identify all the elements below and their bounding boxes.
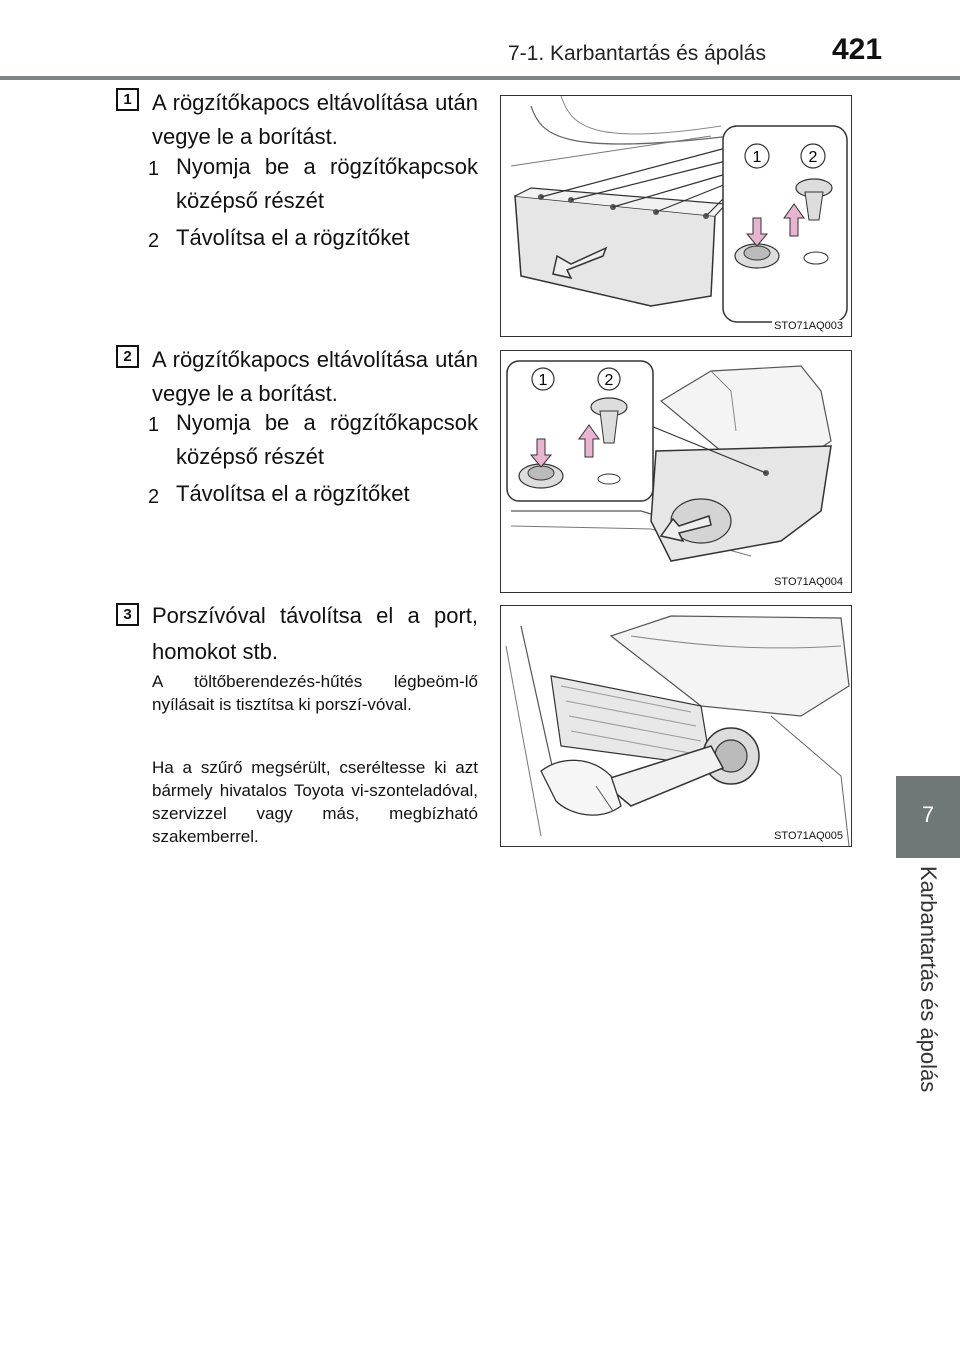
figure-1-code: STO71AQ003 — [774, 320, 843, 332]
step-3-text: Porszívóval távolítsa el a port, homokot stb. — [152, 603, 478, 664]
step-2-text: A rögzítőkapocs eltávolítása után vegye le a borítást. — [152, 347, 478, 406]
step-3-note-2: Ha a szűrő megsérült, cseréltesse ki azt bármely hivatalos Toyota vi-szonteladóval, szervizzel vagy más, megbízható szakemberrel. — [152, 758, 478, 846]
figure-2 — [500, 350, 852, 593]
figure-1-label-1: 1 — [752, 149, 762, 166]
header-section-title: 7-1. Karbantartás és ápolás — [508, 42, 766, 65]
figure-3 — [500, 605, 852, 847]
chapter-number: 7 — [921, 802, 935, 827]
figure-3-code: STO71AQ005 — [774, 830, 843, 842]
figure-3-illustration — [501, 606, 852, 847]
step-2-substep-1-number: 1 — [148, 414, 160, 436]
step-1-substep-2-text: Távolítsa el a rögzítőket — [176, 225, 410, 250]
figure-2-code: STO71AQ004 — [774, 576, 843, 588]
figure-2-illustration — [501, 351, 852, 593]
step-3-note-1: A töltőberendezés-hűtés légbeöm-lő nyílásait is tisztítsa ki porszí-vóval. — [152, 672, 478, 714]
step-2-substep-1-text: Nyomja be a rögzítőkapcsok középső részét — [176, 410, 478, 469]
figure-1 — [500, 95, 852, 337]
header-rule — [0, 76, 960, 80]
figure-1-illustration — [501, 96, 852, 337]
figure-2-label-2: 2 — [604, 372, 614, 389]
step-1-text: A rögzítőkapocs eltávolítása után vegye le a borítást. — [152, 90, 478, 149]
step-3-number-box: 3 — [116, 603, 139, 626]
step-1-substep-1-number: 1 — [148, 158, 160, 180]
figure-1-label-2: 2 — [808, 149, 818, 166]
step-1-substep-1-text: Nyomja be a rögzítőkapcsok középső részét — [176, 154, 478, 213]
page-number: 421 — [832, 33, 883, 66]
step-2-substep-2-number: 2 — [148, 486, 160, 508]
step-2-substep-2-text: Távolítsa el a rögzítőket — [176, 481, 410, 506]
step-1-substep-2-number: 2 — [148, 230, 160, 252]
chapter-label: Karbantartás és ápolás — [916, 866, 941, 1093]
chapter-tab — [896, 776, 960, 858]
step-1-number-box: 1 — [116, 88, 139, 111]
figure-2-label-1: 1 — [538, 372, 548, 389]
step-2-number-box: 2 — [116, 345, 139, 368]
